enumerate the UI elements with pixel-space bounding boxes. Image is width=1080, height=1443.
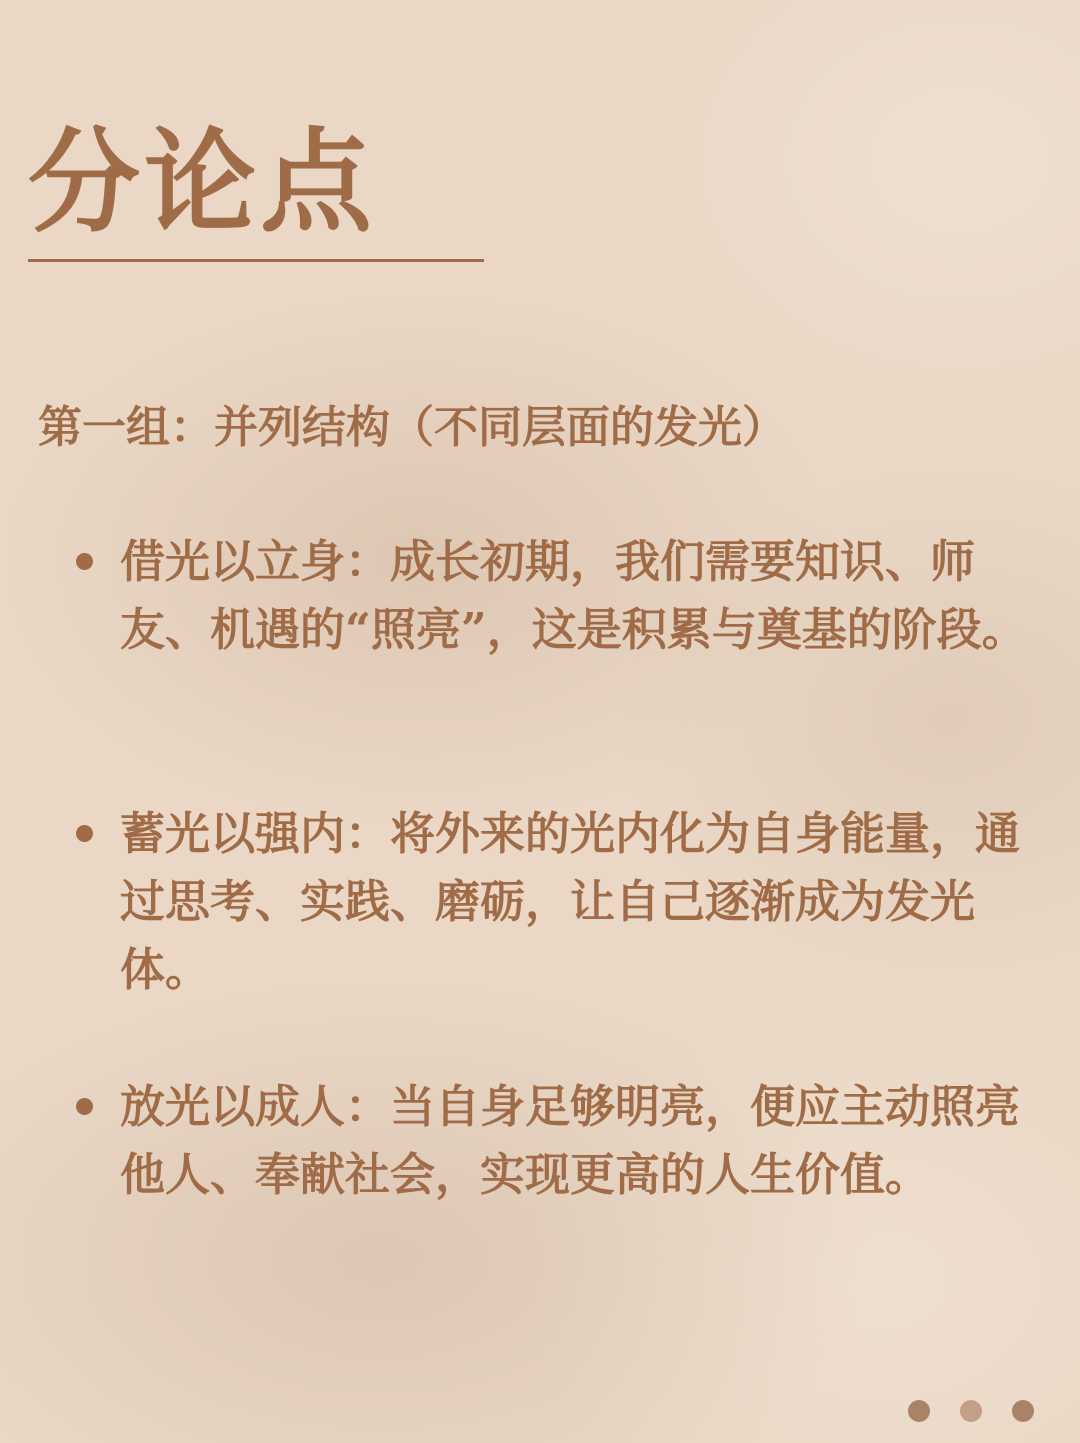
list-item [120, 1073, 1050, 1209]
list-item-text: 放光以成人：当自身足够明亮，便应主动照亮他人、奉献社会，实现更高的人生价值。 [120, 1080, 1021, 1201]
page-indicator [906, 1398, 1046, 1424]
bullet-icon [76, 553, 93, 570]
page-dot-icon [908, 1400, 930, 1422]
list-item-text: 蓄光以强内：将外来的光内化为自身能量，通过思考、实践、磨砺，让自己逐渐成为发光体。 [120, 807, 1021, 996]
list-item [120, 528, 1050, 664]
section-heading: 第一组：并列结构（不同层面的发光） [38, 402, 786, 453]
list-item-text: 借光以立身：成长初期，我们需要知识、师友、机遇的“照亮”，这是积累与奠基的阶段。 [120, 535, 1027, 656]
page-dot-icon [960, 1400, 982, 1422]
list-item [120, 800, 1050, 1004]
bullet-icon [76, 825, 93, 842]
page-title: 分论点 [28, 117, 376, 248]
page-dot-icon [1012, 1400, 1034, 1422]
bullet-icon [76, 1098, 93, 1115]
